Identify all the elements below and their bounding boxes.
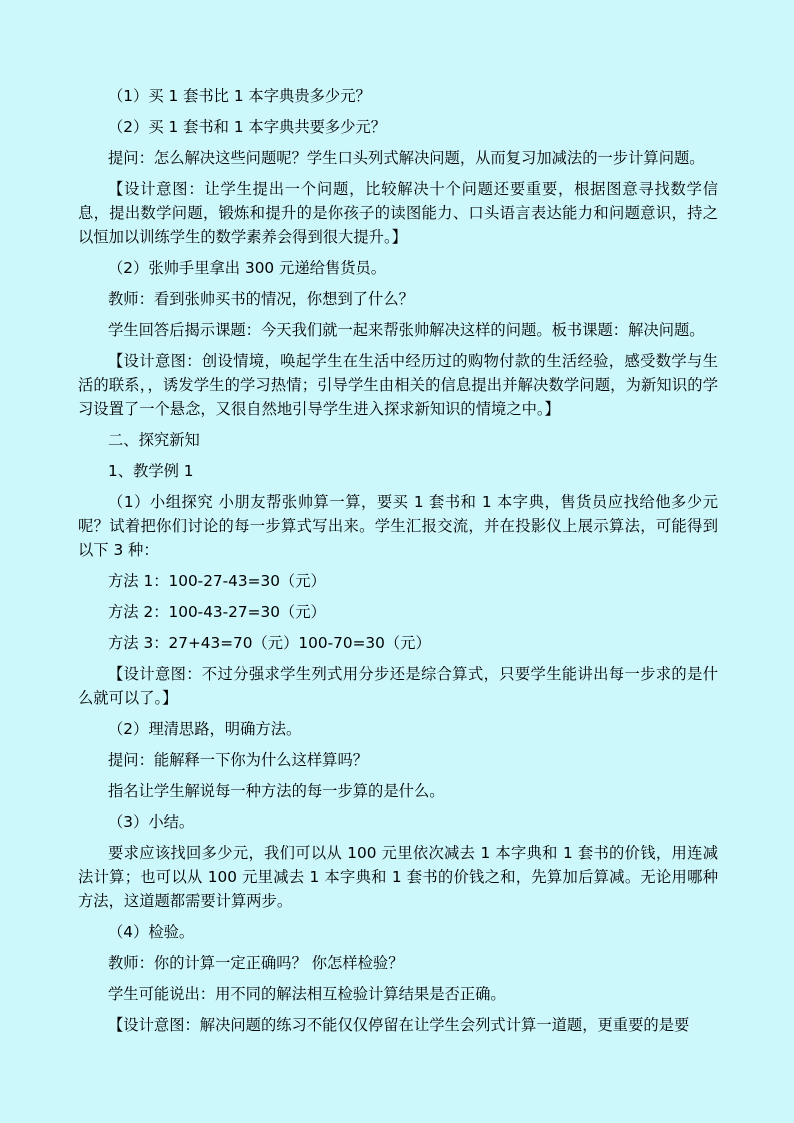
paragraph-design-intent-1: 【设计意图：让学生提出一个问题，比较解决十个问题还要重要，根据图意寻找数学信息，提出数学问题，锻炼和提升的是你孩子的读图能力、口头语言表达能力和问题意识，持之以恒加以训练学生的数学素养会得到很大提升。】 xyxy=(78,180,718,246)
paragraph-teacher-check: 教师：你的计算一定正确吗？ 你怎样检验？ xyxy=(108,954,404,972)
paragraph-explain-question: 提问：能解释一下你为什么这样算吗？ xyxy=(108,751,369,769)
paragraph-prompt: 提问：怎么解决这些问题呢？学生口头列式解决问题，从而复习加减法的一步计算问题。 xyxy=(108,149,705,167)
paragraph-design-intent-3: 【设计意图：不过分强求学生列式用分步还是综合算式，只要学生能讲出每一步求的是什么就可以了。】 xyxy=(78,665,718,707)
paragraph-question-2: （2）买 1 套书和 1 本字典共要多少元？ xyxy=(108,118,387,136)
method-1: 方法 1：100-27-43=30（元） xyxy=(108,572,326,590)
subheading-example-1: 1、教学例 1 xyxy=(108,462,194,480)
paragraph-clarify-method: （2）理清思路，明确方法。 xyxy=(108,720,302,738)
paragraph-design-intent-2: 【设计意图：创设情境，唤起学生在生活中经历过的购物付款的生活经验，感受数学与生活的联系，，诱发学生的学习热情；引导学生由相关的信息提出并解决数学问题，为新知识的学习设置了一个悬念，又很自然地引导学生进入探求新知识的情境之中。】 xyxy=(78,352,718,418)
paragraph-summary-heading: （3）小结。 xyxy=(108,813,195,831)
paragraph-summary: 要求应该找回多少元，我们可以从 100 元里依次减去 1 本字典和 1 套书的价钱，用连减法计算；也可以从 100 元里减去 1 本字典和 1 套书的价钱之和，先算加后算减。无论用哪种方法，这道题都需要计算两步。 xyxy=(78,844,718,910)
document-content xyxy=(78,84,718,1044)
section-heading-explore: 二、探究新知 xyxy=(108,431,200,449)
paragraph-check-heading: （4）检验。 xyxy=(108,923,195,941)
paragraph-question-1: （1）买 1 套书比 1 本字典贵多少元？ xyxy=(108,87,371,105)
paragraph-student-explain: 指名让学生解说每一种方法的每一步算的是什么。 xyxy=(108,782,445,800)
paragraph-group-exploration: （1）小组探究 小朋友帮张帅算一算，要买 1 套书和 1 本字典，售货员应找给他多少元呢？试着把你们讨论的每一步算式写出来。学生汇报交流，并在投影仪上展示算法，可能得到以下 3 种： xyxy=(78,493,718,559)
method-3: 方法 3：27+43=70（元）100-70=30（元） xyxy=(108,634,431,652)
paragraph-scene-2: （2）张帅手里拿出 300 元递给售货员。 xyxy=(108,259,387,277)
paragraph-teacher-question: 教师：看到张帅买书的情况，你想到了什么？ xyxy=(108,290,414,308)
method-2: 方法 2：100-43-27=30（元） xyxy=(108,603,326,621)
paragraph-student-check: 学生可能说出：用不同的解法相互检验计算结果是否正确。 xyxy=(108,985,506,1003)
paragraph-design-intent-4: 【设计意图：解决问题的练习不能仅仅停留在让学生会列式计算一道题，更重要的是要 xyxy=(108,1016,690,1034)
paragraph-topic-reveal: 学生回答后揭示课题：今天我们就一起来帮张帅解决这样的问题。板书课题：解决问题。 xyxy=(108,321,705,339)
